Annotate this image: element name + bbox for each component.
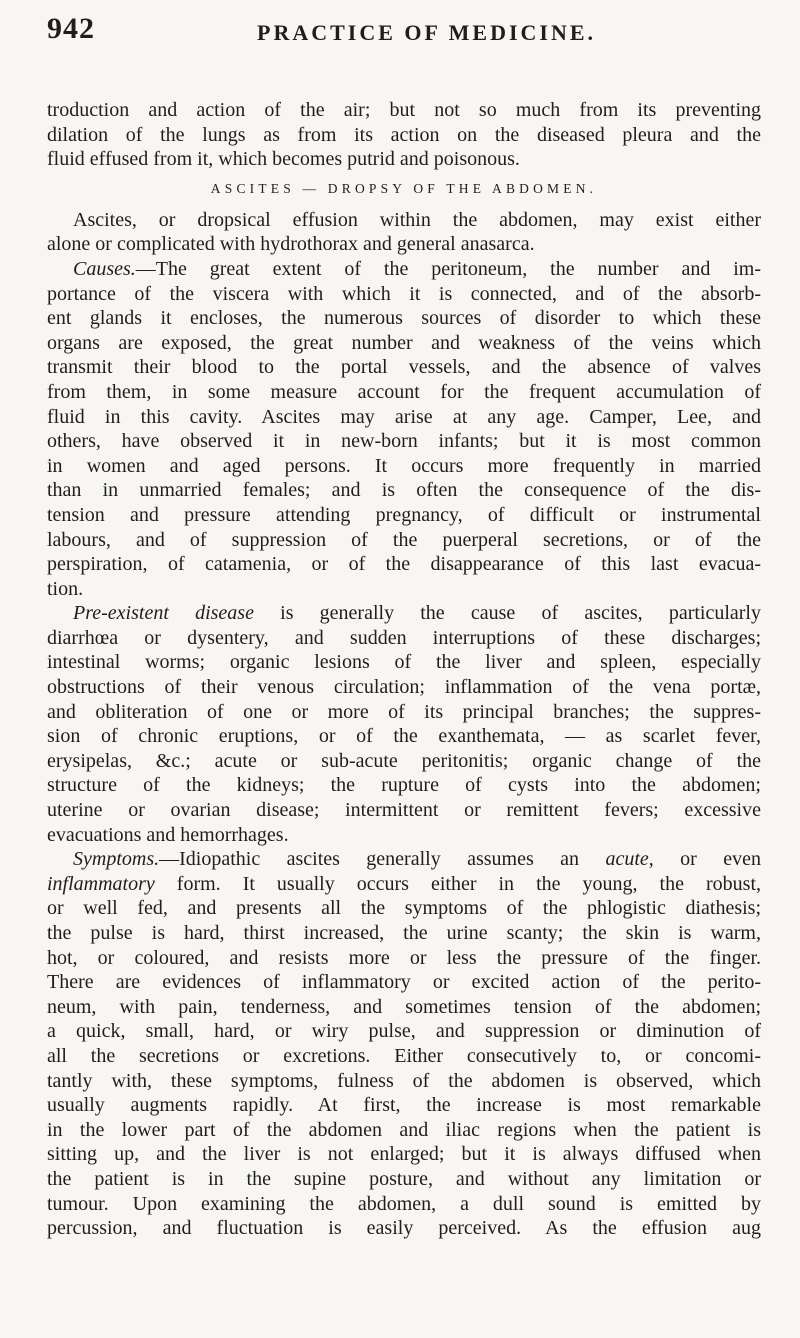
paragraph-causes	[47, 257, 761, 601]
pre-existent-label: Pre-existent disease	[73, 602, 254, 625]
text-line: all the secretions or excretions. Either consecutively to, or concomi-	[47, 1044, 761, 1067]
page-number: 942	[47, 12, 95, 45]
text-line: tion.	[47, 577, 84, 600]
text-line: Ascites, or dropsical effusion within the abdomen, may exist either	[73, 208, 761, 231]
running-head: PRACTICE OF MEDICINE.	[257, 20, 597, 45]
text-line: others, have observed it in new-born infants; but it is most common	[47, 430, 761, 453]
paragraph-ascites-definition	[47, 208, 761, 257]
text-fragment: —Idiopathic ascites generally assumes an	[159, 848, 606, 871]
text-line: fluid in this cavity. Ascites may arise at any age. Camper, Lee, and	[47, 405, 761, 428]
text-line: tantly with, these symptoms, fulness of the abdomen is observed, which	[47, 1069, 761, 1092]
text-line: percussion, and fluctuation is easily perceived. As the effusion aug	[47, 1217, 761, 1240]
inflammatory-term: inflammatory	[47, 872, 155, 895]
text-line: or well fed, and presents all the symptoms of the phlogistic diathesis;	[47, 897, 761, 920]
text-line: sion of chronic eruptions, or of the exanthemata, — as scarlet fever,	[47, 725, 761, 748]
text-line: erysipelas, &c.; acute or sub-acute peritonitis; organic change of the	[47, 749, 761, 772]
text-line: diarrhœa or dysentery, and sudden interruptions of these discharges;	[47, 626, 761, 649]
text-line: neum, with pain, tenderness, and sometimes tension of the abdomen;	[47, 995, 761, 1018]
text-line: than in unmarried females; and is often the consequence of the dis-	[47, 479, 761, 502]
text-fragment: form. It usually occurs either in the young, the robust,	[154, 872, 761, 895]
text-line: the patient is in the supine posture, and without any limitation or	[47, 1167, 761, 1190]
text-line: portance of the viscera with which it is connected, and of the absorb-	[47, 282, 761, 305]
text-line: transmit their blood to the portal vessels, and the absence of valves	[47, 356, 761, 379]
text-line: tumour. Upon examining the abdomen, a dull sound is emitted by	[47, 1192, 761, 1215]
text-line: labours, and of suppression of the puerperal secretions, or of the	[47, 528, 761, 551]
causes-label: Causes.	[73, 257, 136, 280]
text-line: the pulse is hard, thirst increased, the urine scanty; the skin is warm,	[47, 922, 761, 944]
text-line: dilation of the lungs as from its action on the diseased pleura and the	[47, 123, 761, 146]
text-line	[47, 847, 761, 872]
acute-term: acute	[605, 848, 649, 871]
text-line	[47, 257, 761, 282]
text-line: obstructions of their venous circulation; inflammation of the vena portæ,	[47, 676, 761, 699]
text-line: in women and aged persons. It occurs more frequently in married	[47, 454, 761, 477]
text-line: and obliteration of one or more of its principal branches; the suppres-	[47, 700, 761, 723]
text-line: fluid effused from it, which becomes putrid and poisonous.	[47, 148, 520, 171]
intro-paragraph	[47, 98, 761, 172]
text-line	[47, 872, 761, 897]
text-line: alone or complicated with hydrothorax and general anasarca.	[47, 233, 535, 256]
text-line: perspiration, of catamenia, or of the disappearance of this last evacua-	[47, 553, 761, 576]
text-line: organs are exposed, the great number and weakness of the veins which	[47, 331, 761, 354]
text-line: intestinal worms; organic lesions of the liver and spleen, especially	[47, 651, 761, 674]
paragraph-pre-existent-disease	[47, 601, 761, 847]
text-line: ent glands it encloses, the numerous sources of disorder to which these	[47, 307, 761, 330]
paragraph-symptoms	[47, 847, 761, 1241]
body-text	[47, 98, 761, 1241]
text-line: There are evidences of inflammatory or excited action of the perito-	[47, 971, 761, 994]
page-header	[47, 12, 758, 46]
text-line: a quick, small, hard, or wiry pulse, and suppression or diminution of	[47, 1020, 761, 1043]
text-line	[47, 601, 761, 626]
section-heading: ASCITES — DROPSY OF THE ABDOMEN.	[210, 180, 598, 196]
text-line: usually augments rapidly. At first, the increase is most remarkable	[47, 1094, 761, 1117]
text-line: troduction and action of the air; but not so much from its preventing	[47, 99, 761, 121]
text-fragment: , or even	[648, 848, 761, 871]
text-line: hot, or coloured, and resists more or less the pressure of the finger.	[47, 946, 761, 969]
text-fragment: —The great extent of the peritoneum, the number and im-	[135, 257, 761, 280]
text-line: uterine or ovarian disease; intermittent or remittent fevers; excessive	[47, 799, 761, 822]
text-line: from them, in some measure account for the frequent accumulation of	[47, 380, 761, 403]
text-fragment: is generally the cause of ascites, particularly	[253, 602, 761, 625]
text-line: evacuations and hemorrhages.	[47, 823, 289, 846]
text-line: tension and pressure attending pregnancy, of difficult or instrumental	[47, 503, 761, 526]
text-line: in the lower part of the abdomen and iliac regions when the patient is	[47, 1118, 761, 1141]
text-line: sitting up, and the liver is not enlarged; but it is always diffused when	[47, 1143, 761, 1166]
text-line: structure of the kidneys; the rupture of cysts into the abdomen;	[47, 774, 761, 797]
symptoms-label: Symptoms.	[73, 848, 160, 871]
